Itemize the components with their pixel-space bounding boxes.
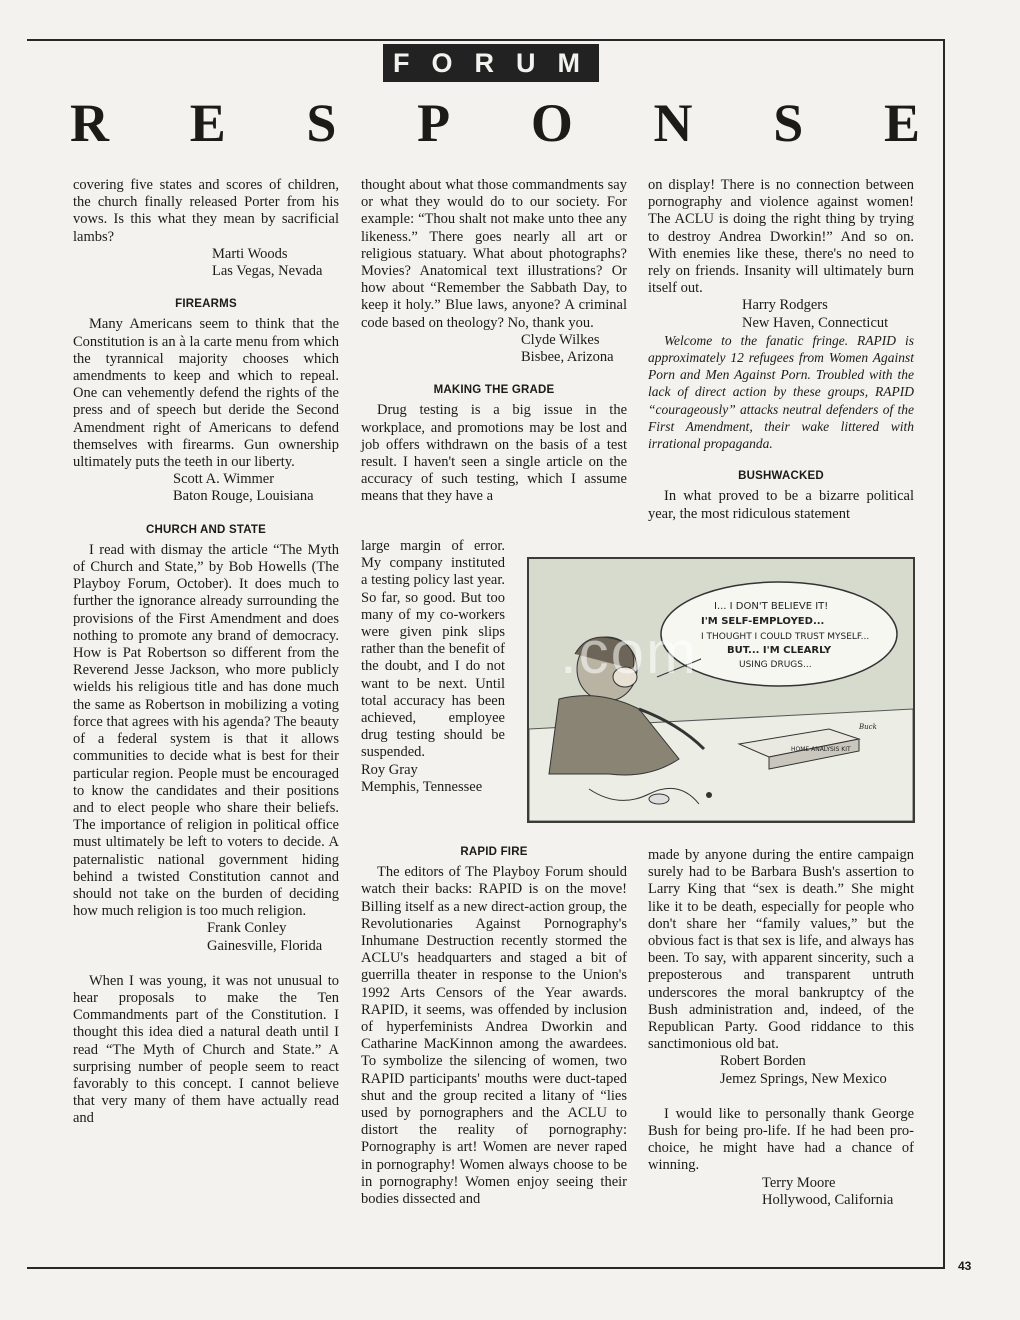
signature-name: Frank Conley (207, 920, 287, 937)
signature-name: Scott A. Wimmer (173, 471, 275, 488)
signature-place: Baton Rouge, Louisiana (173, 488, 314, 505)
title-letter: E (883, 93, 920, 153)
forum-banner: FORUM (383, 44, 599, 82)
page-title (70, 92, 920, 154)
letter-body: Many Americans seem to think that the Constitution is an à la carte menu from which the tyrannical majority chooses which amendments to keep and which to repeal. One can vehemently defend the rights of the press and of speech but deride the Second Amendment right of Americans to defend themselves with firearms. Gun ownership ultimately puts the teeth in our liberty. (73, 316, 339, 471)
title-letter: N (653, 93, 693, 153)
letter-body: The editors of The Playboy Forum should watch their backs: RAPID is on the move! Billing itself as a new direct-action group, the Revolutionaries Against Pornography's Inhumane Destruction recently stormed the ACLU's headquarters and staged a bit of guerrilla theater in response to the Union's 1992 Arts Censors of the Year awards. RAPID, it seems, was offended by inclusion of hyperfeminists Andrea Dworkin and Catharine MacKinnon among the awardees. To symbolize the silencing of women, two RAPID participants' mouths were duct-taped shut and the group recited a litany of “lies used by pornographers and the ACLU to distort the reality of pornography: Pornography is art! Women are never raped in pornography! Women always choose to be in pornography! Women enjoy seeing their bodies dissected and (361, 864, 627, 1208)
bubble-line: USING DRUGS... (739, 660, 812, 670)
signature (648, 1053, 914, 1087)
bubble-line: I'M SELF-EMPLOYED... (701, 616, 825, 627)
title-letter: R (70, 93, 109, 153)
cartoon-illustration (527, 557, 915, 823)
signature-place: Gainesville, Florida (207, 937, 323, 954)
section-heading: MAKING THE GRADE (433, 384, 555, 397)
column-3 (648, 177, 914, 523)
letter-body: on display! There is no connection between pornography and violence against women! The ACLU is doing the right thing by trying to destroy Andrea Dworkin!” And so on. With enemies like these, there's no need to rely on friends. Insanity will ultimately burn itself out. (648, 177, 914, 297)
signature-name: Roy Gray (361, 761, 418, 778)
signature-place: Memphis, Tennessee (361, 778, 483, 795)
column-1 (73, 177, 339, 1128)
signature-place: Bisbee, Arizona (521, 349, 614, 366)
letter-body: When I was young, it was not unusual to hear proposals to make the Ten Commandments part of the Constitution. I thought this idea died a natural death until I read “The Myth of Church and State.” A surprising number of people seem to react favorably to this concept. I cannot believe that very many of them have actually read and (73, 972, 339, 1127)
letter-body: made by anyone during the entire campaign surely had to be Barbara Bush's assertion to Larry King that “sex is death.” She might like it to be death, especially for people who don't share her “family values,” but the obvious fact is that sex is life, and always has been. To say, with apparent sincerity, such a preposterous and transparent untruth underscores the moral bankruptcy of the Bush administration and, indeed, of the Republican Party. Good riddance to this sanctimonious old bat. (648, 847, 914, 1053)
column-2-narrow (361, 538, 505, 796)
signature (361, 332, 627, 366)
artist-signature: Buck (859, 723, 877, 731)
kit-label: HOME ANALYSIS KIT (791, 746, 851, 753)
signature (648, 1175, 914, 1209)
letter-body: thought about what those commandments say or what they would do to our society. For example: “Thou shalt not make unto thee any likeness.” There goes nearly all art or religious statuary. What about photographs? Movies? Anatomical text illustrations? Or how about “Remember the Sabbath Day, to keep it holy.” Blue laws, anyone? A criminal code based on theology? No, thank you. (361, 177, 627, 331)
section-heading: BUSHWACKED (738, 470, 824, 483)
cartoon-drawing (529, 559, 913, 821)
section-heading: FIREARMS (175, 298, 237, 311)
bubble-line: BUT... I'M CLEARLY (727, 645, 832, 656)
signature-place: New Haven, Connecticut (742, 314, 889, 331)
title-letter: S (773, 93, 804, 153)
letter-body: I read with dismay the article “The Myth of Church and State,” by Bob Howells (The Playboy Forum, October). It does much to further the ignorance already surrounding the provisions of the First Amendment and does nothing to promote any brand of democracy. How is Pat Robertson so different from the Reverend Jesse Jackson, who more publicly wields his religious title and has done much the same as Robertson in mobilizing a voting force that agrees with his agenda? The beauty of a federal system is that it allows communities to decide what is best for their particular region. People must be encouraged to know the candidates and their positions and to elect people who share their beliefs. The importance of religion in political office must ultimately be left to voters to decide. A paternalistic national government hiding behind a twisted Constitution cannot and should not take on the burden of deciding how much religion is too much religion. (73, 541, 339, 920)
signature (648, 297, 914, 331)
bubble-line: I... I DON'T BELIEVE IT! (714, 601, 829, 612)
letter-body: I would like to personally thank George Bush for being pro-life. If he had been pro-choice, he might have had a chance of winning. (648, 1105, 914, 1174)
signature-place: Hollywood, California (762, 1191, 894, 1208)
signature-name: Harry Rodgers (742, 297, 828, 314)
signature-name: Marti Woods (212, 245, 288, 262)
letter-body: Drug testing is a big issue in the workplace, and promotions may be lost and job offers withdrawn on the basis of a test result. I haven't seen a single article on the accuracy of such testing, which I assume means that they have a (361, 402, 627, 505)
signature (73, 471, 339, 505)
signature (361, 762, 505, 796)
signature-name: Robert Borden (720, 1053, 806, 1070)
title-letter: P (417, 93, 451, 153)
signature-name: Clyde Wilkes (521, 331, 600, 348)
title-letter: E (189, 93, 226, 153)
signature-name: Terry Moore (762, 1174, 836, 1191)
column-2 (361, 177, 627, 506)
signature-place: Las Vegas, Nevada (212, 263, 323, 280)
watermark: .com (560, 619, 699, 686)
title-letter: O (530, 93, 573, 153)
page-number: 43 (958, 1259, 972, 1273)
bubble-line: I THOUGHT I COULD TRUST MYSELF... (701, 632, 870, 642)
letter-body: covering five states and scores of children, the church finally released Porter from his vows. Is this what they mean by sacrificial lambs? (73, 177, 339, 245)
signature (73, 246, 339, 280)
letter-body: In what proved to be a bizarre political year, the most ridiculous statement (648, 488, 914, 522)
column-2-lower (361, 836, 627, 1208)
signature (73, 920, 339, 954)
editor-note: Welcome to the fanatic fringe. RAPID is approximately 12 refugees from Women Against Porn and Men Against Porn. Troubled with the lack of direct action by these groups, RAPID “courageously” attacks neutral defenders of the First Amendment, their wake littered with irrational propaganda. (648, 332, 914, 452)
signature-place: Jemez Springs, New Mexico (720, 1070, 887, 1087)
section-heading: CHURCH AND STATE (146, 523, 266, 536)
section-heading: RAPID FIRE (460, 846, 528, 858)
column-3-lower (648, 847, 914, 1209)
title-letter: S (306, 93, 337, 153)
letter-body: large margin of error. My company instituted a testing policy last year. So far, so good. But too many of my co-workers were given pink slips rather than the benefit of the doubt, and I do not want to be next. Until total accuracy has been achieved, employee drug testing should be suspended. (361, 538, 505, 761)
